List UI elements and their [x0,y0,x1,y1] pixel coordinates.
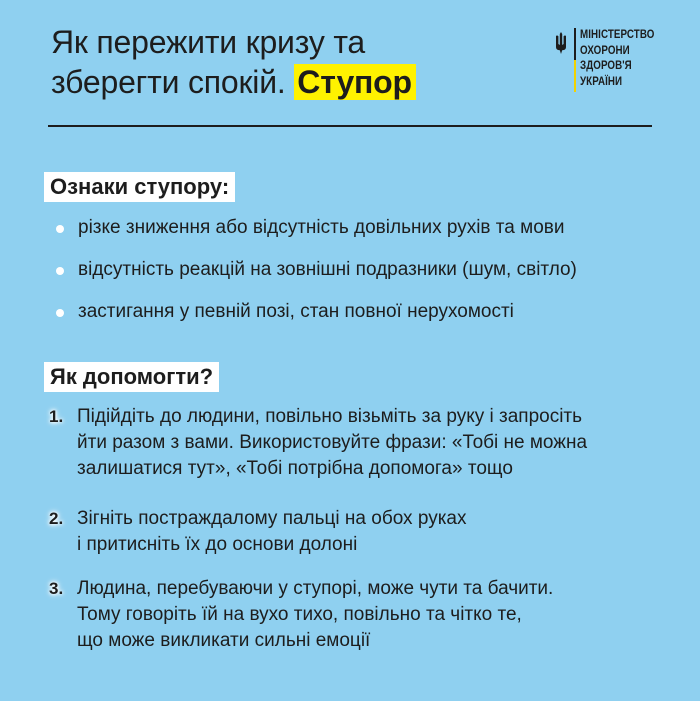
signs-heading: Ознаки ступору: [44,172,235,202]
list-item [53,299,577,341]
title-line-2 [51,62,416,102]
list-item-text: застигання у певній позі, стан повної нерухомості [78,301,514,322]
step-line: Тому говоріть їй на вухо тихо, повільно та чітко те, [77,604,522,625]
title-highlight: Ступор [294,64,416,100]
help-heading: Як допомогти? [44,362,219,392]
step-item [49,576,587,654]
ministry-name-line: УКРАЇНИ [580,75,623,88]
step-line: Підійдіть до людини, повільно візьміть за руку і запросіть [77,406,583,427]
step-number: 2. [49,509,64,528]
step-text [77,404,587,482]
step-line: і притисніть їх до основи долоні [77,534,358,555]
list-item [53,215,577,257]
title-line-2-prefix: зберегти спокій. [51,64,286,100]
step-line: Зігніть постраждалому пальці на обох руках [77,508,467,529]
step-text [77,506,587,558]
list-item-text: різке зниження або відсутність довільних рухів та мови [78,217,565,238]
list-item [53,257,577,299]
header-divider [48,125,652,127]
ministry-name-line: ЗДОРОВ'Я [580,60,632,72]
step-item [49,404,587,506]
ministry-name-line: МІНІСТЕРСТВО [580,29,655,41]
step-line: йти разом з вами. Використовуйте фрази: «Тобі не можна [77,432,588,453]
list-item-text: відсутність реакцій на зовнішні подразники (шум, світло) [78,259,577,280]
step-number: 3. [49,579,64,598]
step-line: залишатися тут», «Тобі потрібна допомога» тощо [77,458,513,479]
title-line-1: Як пережити кризу та [51,24,366,60]
step-line: Людина, перебуваючи у ступорі, може чути та бачити. [77,578,554,599]
ministry-name-line: ОХОРОНИ [580,44,630,57]
bullet-dot-icon [56,309,64,317]
page-title [51,22,416,102]
step-line: що може викликати сильні емоції [77,630,371,651]
bullet-dot-icon [56,225,64,233]
bullet-dot-icon [56,267,64,275]
step-text [77,576,587,654]
logo-divider [574,28,576,92]
step-item [49,506,587,576]
signs-list [53,215,577,341]
help-steps [49,404,587,654]
ministry-name [580,28,654,90]
step-number: 1. [49,407,64,426]
trident-icon [554,32,568,54]
ministry-logo [554,28,668,92]
